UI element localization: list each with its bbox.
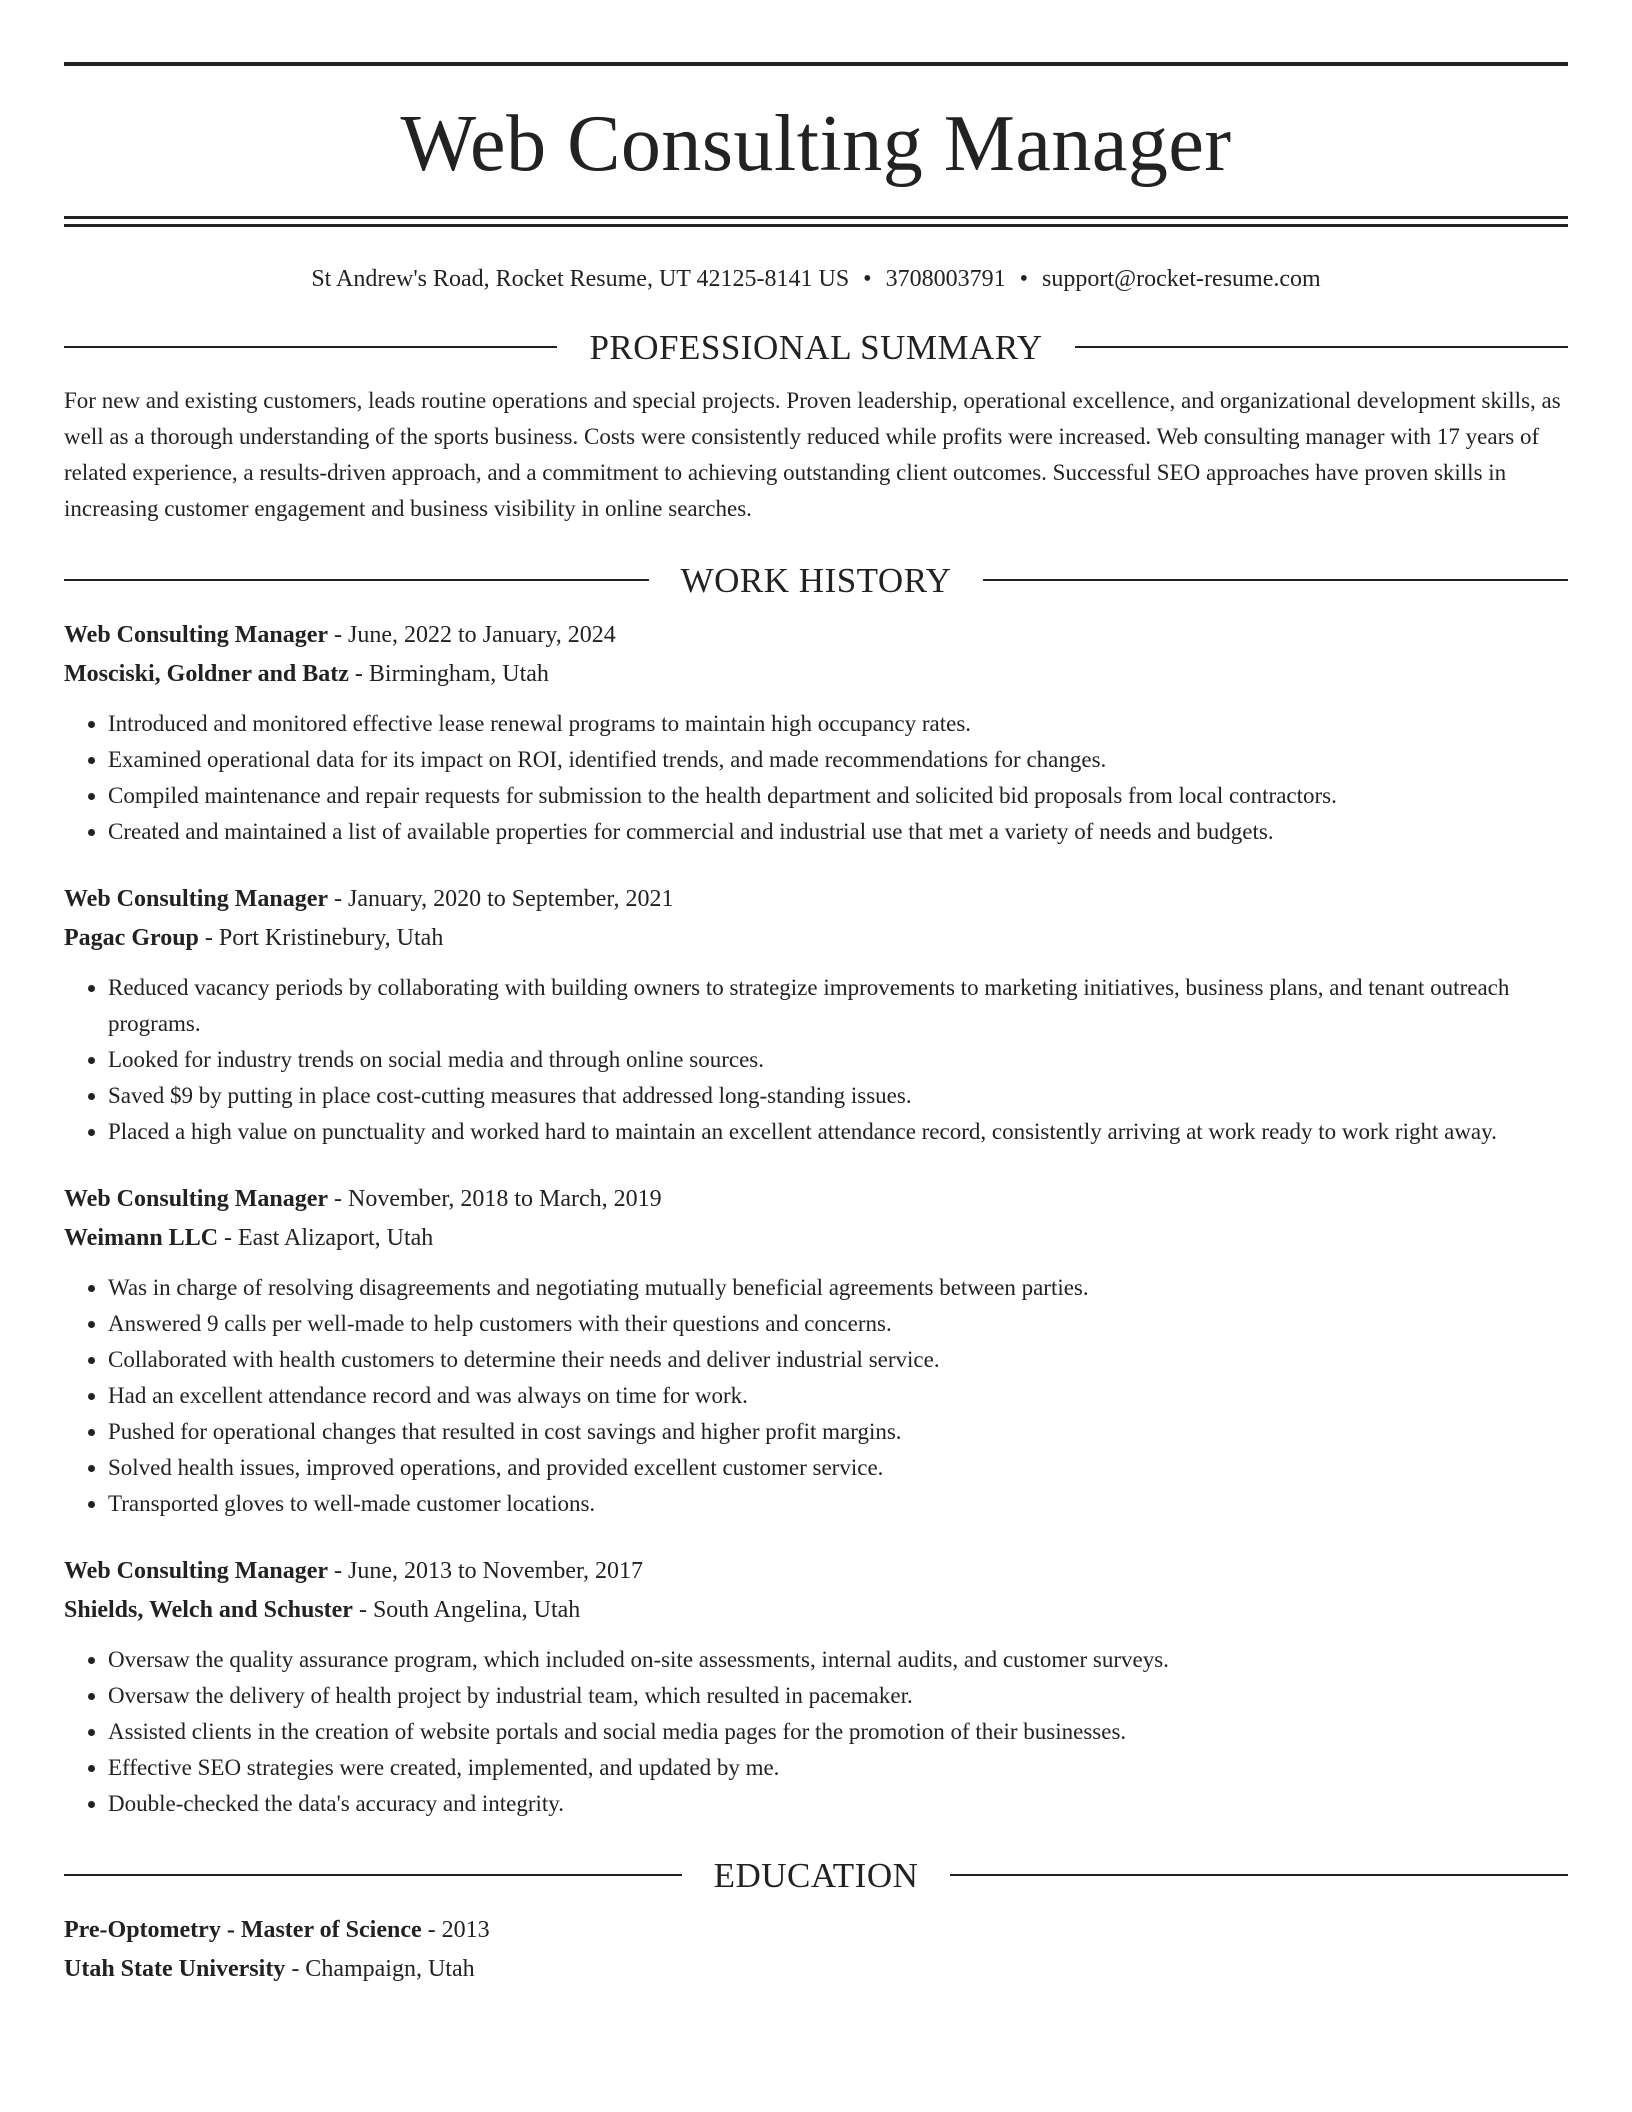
job-entry	[64, 880, 1568, 1150]
job-title-line	[64, 1552, 1568, 1591]
job-location: - Birmingham, Utah	[348, 660, 549, 687]
contact-phone: 3708003791	[885, 266, 1006, 292]
job-location: - East Alizaport, Utah	[218, 1224, 434, 1251]
job-bullets	[64, 970, 1568, 1150]
job-bullet: • Pushed for operational changes that resulted in cost savings and higher profit margins.	[108, 1414, 1568, 1450]
education-degree-line	[64, 1911, 1568, 1950]
heading-rule-right	[983, 579, 1568, 581]
job-title-line	[64, 1180, 1568, 1219]
job-company: Mosciski, Goldner and Batz	[64, 660, 349, 687]
job-bullet: • Created and maintained a list of available properties for commercial and industrial use that met a variety of needs and budgets.	[108, 814, 1568, 850]
contact-separator: •	[863, 266, 872, 292]
job-bullet: • Effective SEO strategies were created, implemented, and updated by me.	[108, 1750, 1568, 1786]
job-bullets	[64, 1270, 1568, 1522]
job-bullet: • Was in charge of resolving disagreements and negotiating mutually beneficial agreements between parties.	[108, 1270, 1568, 1306]
job-bullet: • Solved health issues, improved operations, and provided excellent customer service.	[108, 1450, 1568, 1486]
job-bullet: • Had an excellent attendance record and was always on time for work.	[108, 1378, 1568, 1414]
heading-rule-left	[64, 579, 649, 581]
top-rule	[64, 62, 1568, 66]
job-company: Shields, Welch and Schuster	[64, 1596, 353, 1623]
job-location: - Port Kristinebury, Utah	[198, 924, 444, 951]
job-company-line	[64, 1591, 1568, 1630]
job-location: - South Angelina, Utah	[352, 1596, 581, 1623]
contact-email: support@rocket-resume.com	[1041, 266, 1321, 292]
job-entry	[64, 616, 1568, 850]
job-dates: - November, 2018 to March, 2019	[328, 1185, 662, 1212]
heading-rule-left	[64, 1874, 682, 1876]
job-bullet: • Examined operational data for its impact on ROI, identified trends, and made recommendations for changes.	[108, 742, 1568, 778]
job-bullet: • Collaborated with health customers to determine their needs and deliver industrial service.	[108, 1342, 1568, 1378]
heading-rule-right	[1075, 346, 1568, 348]
heading-rule-right	[950, 1874, 1568, 1876]
job-bullet: • Placed a high value on punctuality and worked hard to maintain an excellent attendance record, consistently arriving at work ready to work right away.	[108, 1114, 1568, 1150]
job-bullet: • Assisted clients in the creation of website portals and social media pages for the promotion of their businesses.	[108, 1714, 1568, 1750]
heading-rule-left	[64, 346, 557, 348]
job-bullet: • Double-checked the data's accuracy and integrity.	[108, 1786, 1568, 1822]
job-bullet: • Transported gloves to well-made customer locations.	[108, 1486, 1568, 1522]
section-title: EDUCATION	[713, 1855, 919, 1895]
education-degree: Pre-Optometry - Master of Science	[64, 1916, 422, 1943]
education-year: - 2013	[421, 1916, 490, 1943]
title-double-rule	[64, 216, 1568, 227]
section-heading-work-history	[64, 560, 1568, 600]
job-bullet: • Oversaw the quality assurance program, which included on-site assessments, internal audits, and customer surveys.	[108, 1642, 1568, 1678]
job-company-line	[64, 1219, 1568, 1258]
job-company: Weimann LLC	[64, 1224, 219, 1251]
education-school: Utah State University	[64, 1955, 286, 1982]
job-title: Web Consulting Manager	[64, 1557, 329, 1584]
job-bullet: • Introduced and monitored effective lease renewal programs to maintain high occupancy rates.	[108, 706, 1568, 742]
job-company: Pagac Group	[64, 924, 199, 951]
contact-separator: •	[1019, 266, 1028, 292]
summary-text: For new and existing customers, leads routine operations and special projects. Proven leadership, operational excellence, and organizational development skills, as well as a thorough understanding of the sports business. Costs were consistently reduced while profits were increased. Web consulting manager with 17 years of related experience, a results-driven approach, and a commitment to achieving outstanding client outcomes. Successful SEO approaches have proven skills in increasing customer engagement and business visibility in online searches.	[64, 387, 1561, 521]
section-title: WORK HISTORY	[680, 560, 952, 600]
section-heading-summary	[64, 327, 1568, 367]
job-bullet: • Compiled maintenance and repair requests for submission to the health department and solicited bid proposals from local contractors.	[108, 778, 1568, 814]
job-company-line	[64, 919, 1568, 958]
section-title: PROFESSIONAL SUMMARY	[589, 327, 1043, 367]
job-bullets	[64, 1642, 1568, 1822]
job-title: Web Consulting Manager	[64, 885, 329, 912]
education-school-line	[64, 1950, 1568, 1989]
job-company-line	[64, 655, 1568, 694]
section-heading-education	[64, 1855, 1568, 1895]
job-bullet: • Oversaw the delivery of health project by industrial team, which resulted in pacemaker.	[108, 1678, 1568, 1714]
job-title: Web Consulting Manager	[64, 621, 329, 648]
job-bullets	[64, 706, 1568, 850]
job-entry	[64, 1552, 1568, 1822]
job-title-line	[64, 880, 1568, 919]
job-bullet: • Answered 9 calls per well-made to help customers with their questions and concerns.	[108, 1306, 1568, 1342]
job-dates: - June, 2022 to January, 2024	[328, 621, 616, 648]
job-dates: - June, 2013 to November, 2017	[328, 1557, 644, 1584]
job-dates: - January, 2020 to September, 2021	[328, 885, 674, 912]
job-entry	[64, 1180, 1568, 1522]
job-title: Web Consulting Manager	[64, 1185, 329, 1212]
contact-address: St Andrew's Road, Rocket Resume, UT 42125-8141 US	[311, 266, 850, 292]
job-bullet: • Looked for industry trends on social media and through online sources.	[108, 1042, 1568, 1078]
job-bullet: • Reduced vacancy periods by collaborating with building owners to strategize improvements to marketing initiatives, business plans, and tenant outreach programs.	[108, 970, 1568, 1042]
resume-title: Web Consulting Manager	[400, 100, 1232, 188]
contact-line	[64, 265, 1568, 294]
education-location: - Champaign, Utah	[285, 1955, 475, 1982]
job-title-line	[64, 616, 1568, 655]
job-bullet: • Saved $9 by putting in place cost-cutting measures that addressed long-standing issues.	[108, 1078, 1568, 1114]
